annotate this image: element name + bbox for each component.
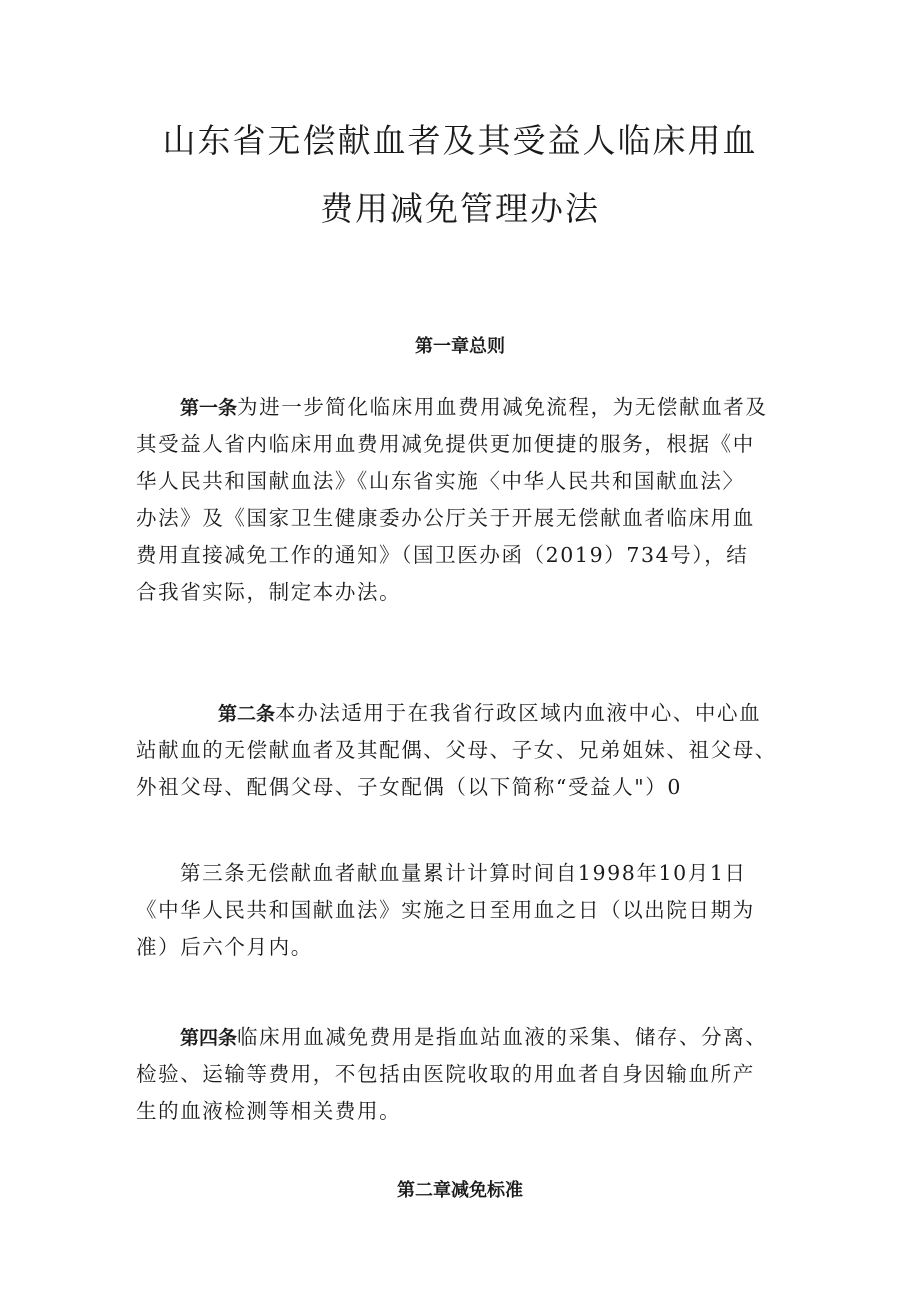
article-1-line-1: [136, 389, 788, 426]
article-3-line-3: 准）后六个月内。: [136, 935, 313, 959]
article-2: [136, 695, 788, 806]
article-1-label: 第一条: [180, 397, 238, 419]
article-3-label: 第三条: [180, 861, 247, 885]
article-3: [136, 855, 788, 966]
article-1-line-5: 费用直接减免工作的通知》（国卫医办函（2019）734号），结: [136, 543, 749, 567]
article-2-text: 本办法适用于在我省行政区域内血液中心、中心血: [275, 701, 762, 725]
article-1: [136, 389, 788, 611]
article-2-line-1: [136, 695, 788, 732]
article-2-label: 第二条: [218, 703, 276, 725]
article-1-line-4: 办法》及《国家卫生健康委办公厅关于开展无偿献血者临床用血: [136, 506, 755, 530]
article-4-line-1: [136, 1019, 788, 1056]
article-1-line-6: 合我省实际，制定本办法。: [136, 580, 402, 604]
article-4-line-3: 生的血液检测等相关费用。: [136, 1099, 402, 1123]
article-4: [136, 1019, 788, 1130]
article-4-line-2: 检验、运输等费用，不包括由医院收取的用血者自身因输血所产: [136, 1062, 755, 1086]
document-title-line-1: 山东省无偿献血者及其受益人临床用血: [162, 121, 758, 160]
article-3-text: 无偿献血者献血量累计计算时间自1998年10月1日: [246, 861, 747, 885]
article-2-line-3: 外祖父母、配偶父母、子女配偶（以下简称“受益人"）0: [136, 775, 683, 799]
article-4-text: 临床用血减免费用是指血站血液的采集、储存、分离、: [237, 1025, 768, 1049]
document-title-line-2: 费用减免管理办法: [320, 189, 600, 228]
article-2-line-2: 站献血的无偿献血者及其配偶、父母、子女、兄弟姐妹、祖父母、: [136, 738, 777, 762]
article-1-text: 为进一步简化临床用血费用减免流程，为无偿献血者及: [237, 395, 768, 419]
article-3-line-2: 《中华人民共和国献血法》实施之日至用血之日（以出院日期为: [136, 898, 755, 922]
article-1-line-2: 其受益人省内临床用血费用减免提供更加便捷的服务，根据《中: [136, 432, 755, 456]
article-1-line-3: 华人民共和国献血法》《山东省实施〈中华人民共和国献血法〉: [136, 469, 745, 493]
chapter-heading-1: 第一章总则: [415, 336, 505, 357]
chapter-heading-2: 第二章减免标准: [397, 1180, 523, 1201]
article-4-label: 第四条: [180, 1027, 238, 1049]
article-3-line-1: [136, 855, 788, 892]
